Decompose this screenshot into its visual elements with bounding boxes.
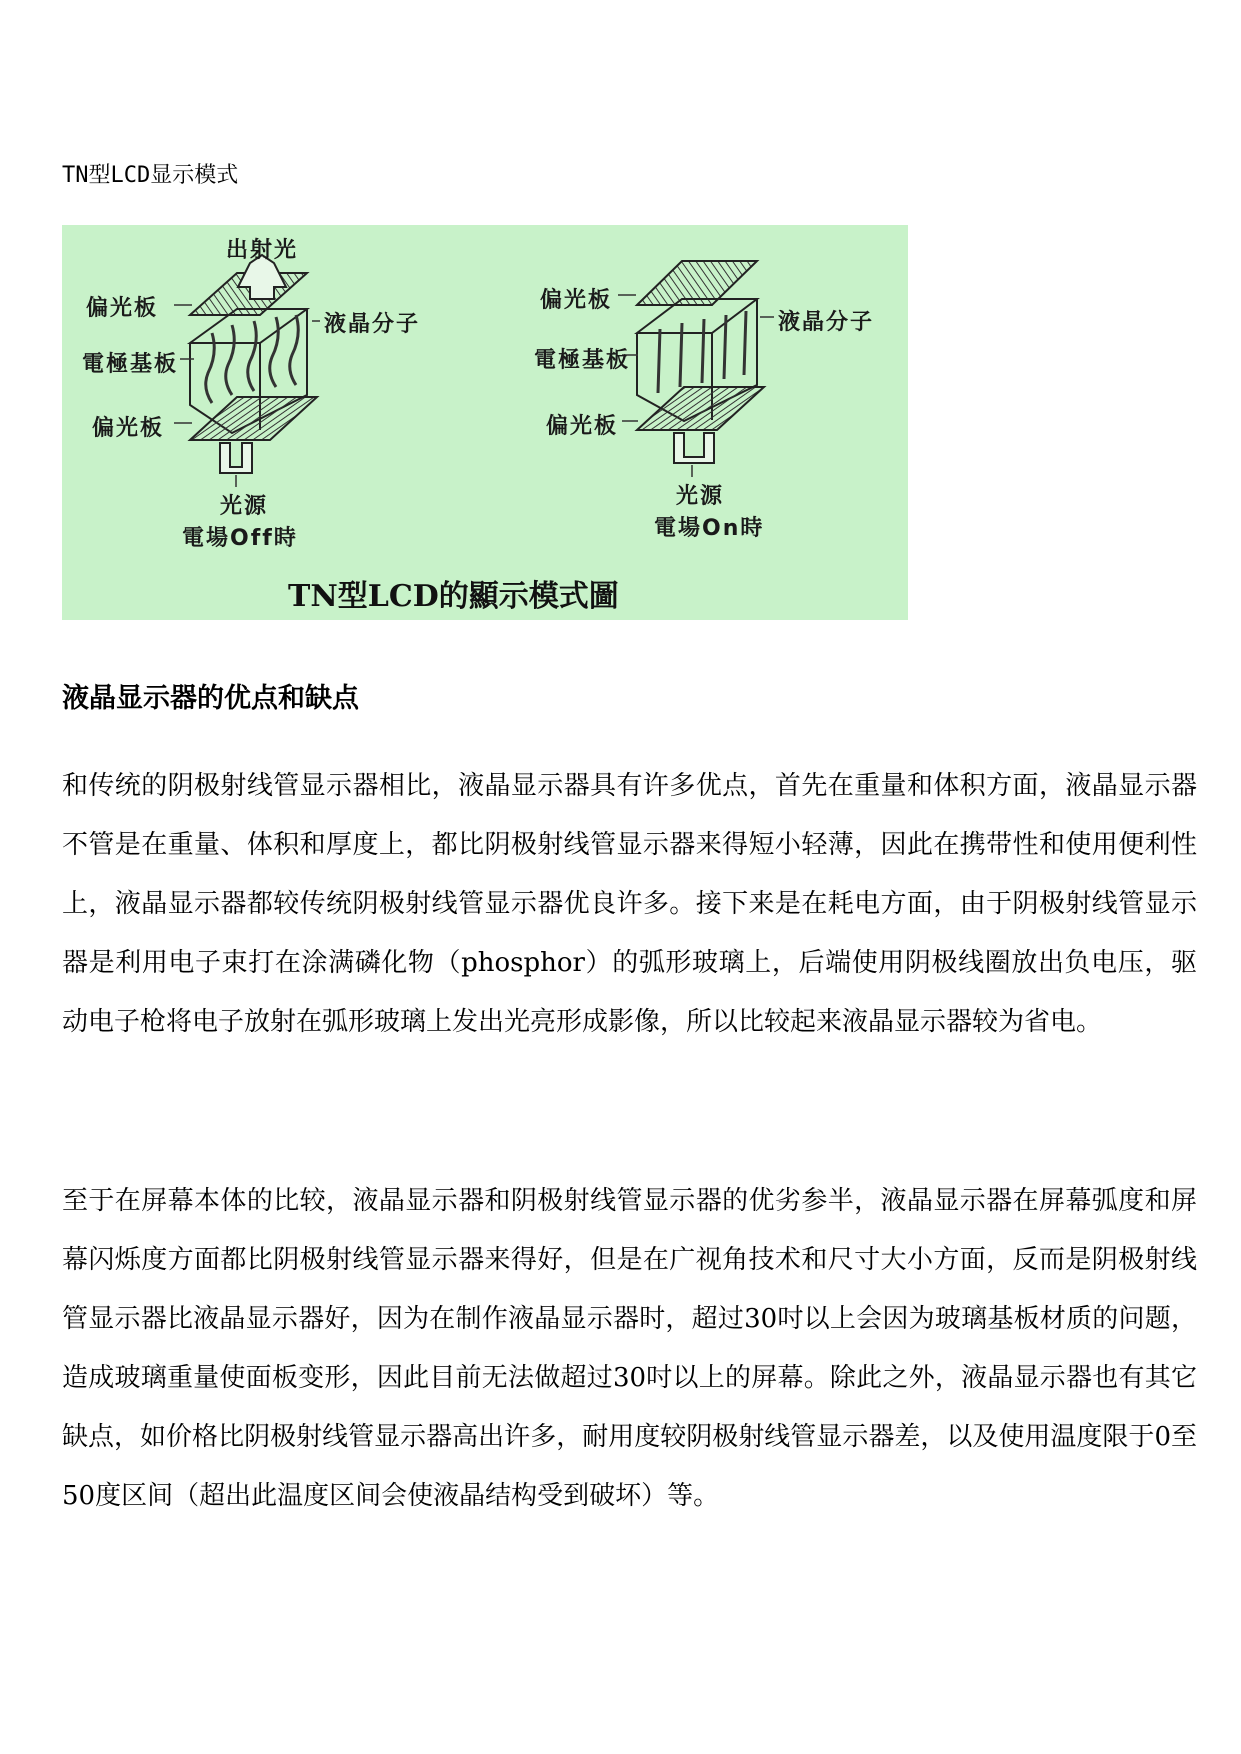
right-light-source-arrow	[674, 433, 714, 463]
label-field-off: 電場Off時	[182, 526, 298, 551]
section-heading: 液晶显示器的优点和缺点	[62, 683, 359, 714]
label-polarizer-top-left: 偏光板	[86, 296, 159, 321]
label-light-source-right: 光源	[676, 484, 725, 509]
tn-lcd-diagram	[62, 225, 908, 620]
label-electrode-right: 電極基板	[534, 348, 631, 373]
label-lc-molecules-left: 液晶分子	[324, 312, 421, 337]
left-assembly	[174, 255, 320, 487]
left-lc-molecules	[206, 315, 299, 403]
label-polarizer-bottom-right: 偏光板	[546, 414, 619, 439]
label-field-on: 電場On時	[654, 516, 765, 541]
diagram-drawing	[62, 225, 908, 620]
label-polarizer-top-right: 偏光板	[540, 288, 613, 313]
label-polarizer-bottom-left: 偏光板	[92, 416, 165, 441]
right-bottom-polarizer	[637, 387, 764, 430]
paragraph-1: 和传统的阴极射线管显示器相比，液晶显示器具有许多优点，首先在重量和体积方面，液晶显示器不管是在重量、体积和厚度上，都比阴极射线管显示器来得短小轻薄，因此在携带性和使用便利性上，液晶显示器都较传统阴极射线管显示器优良许多。接下来是在耗电方面，由于阴极射线管显示器是利用电子束打在涂满磷化物（phosphor）的弧形玻璃上，后端使用阴极线圈放出负电压，驱动电子枪将电子放射在弧形玻璃上发出光亮形成影像，所以比较起来液晶显示器较为省电。	[62, 771, 1197, 1037]
right-lc-molecules	[658, 311, 746, 393]
figure-section-title: TN型LCD显示模式	[62, 163, 239, 188]
label-electrode-left: 電極基板	[82, 352, 179, 377]
left-light-source-arrow	[220, 443, 252, 473]
right-assembly	[618, 261, 774, 477]
label-light-source-left: 光源	[220, 494, 269, 519]
label-out-light: 出射光	[226, 238, 299, 263]
paragraph-2: 至于在屏幕本体的比较，液晶显示器和阴极射线管显示器的优劣参半，液晶显示器在屏幕弧度和屏幕闪烁度方面都比阴极射线管显示器来得好，但是在广视角技术和尺寸大小方面，反而是阴极射线管显示器比液晶显示器好，因为在制作液晶显示器时，超过30吋以上会因为玻璃基板材质的问题，造成玻璃重量使面板变形，因此目前无法做超过30吋以上的屏幕。除此之外，液晶显示器也有其它缺点，如价格比阴极射线管显示器高出许多，耐用度较阴极射线管显示器差，以及使用温度限于0至50度区间（超出此温度区间会使液晶结构受到破坏）等。	[62, 1186, 1197, 1511]
figure-caption: TN型LCD的顯示模式圖	[288, 579, 619, 614]
label-lc-molecules-right: 液晶分子	[778, 310, 875, 335]
